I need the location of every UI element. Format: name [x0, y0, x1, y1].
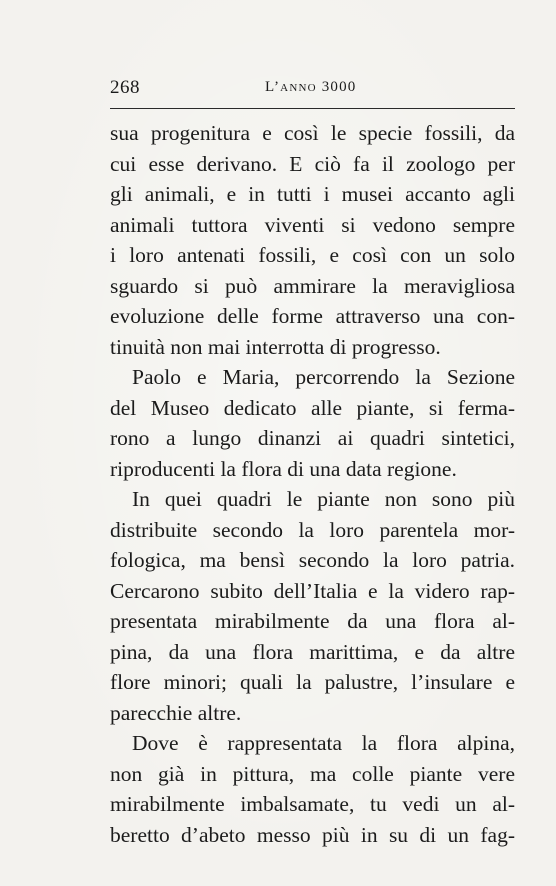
text-line: fologica, ma bensì secondo la loro patria. [110, 548, 515, 572]
text-line: animali tuttora viventi si vedono sempre [110, 212, 515, 237]
text-line: i loro antenati fossili, e così con un solo [110, 243, 515, 267]
text-line: sua progenitura e così le specie fossili, da [110, 121, 515, 145]
text-line: rono a lungo dinanzi ai quadri sintetici, [110, 426, 515, 450]
text-line: cui esse derivano. E ciò fa il zoologo per [110, 151, 515, 176]
page-header [110, 77, 515, 99]
text-line: del Museo dedicato alle piante, si ferma- [110, 395, 515, 420]
text-line: In quei quadri le piante non sono più [132, 487, 515, 511]
text-line: Paolo e Maria, percorrendo la Sezione [132, 365, 515, 389]
text-line: non già in pittura, ma colle piante vere [110, 761, 515, 786]
text-line: evoluzione delle forme attraverso una con- [110, 304, 515, 328]
text-line: tinuità non mai interrotta di progresso. [110, 334, 441, 359]
body-text [110, 118, 515, 850]
text-line: riproducenti la flora di una data regione. [110, 456, 457, 481]
text-line: distribuite secondo la loro parentela mor- [110, 517, 515, 542]
text-line: presentata mirabilmente da una flora al- [110, 609, 515, 633]
header-rule [110, 108, 515, 109]
text-line: flore minori; quali la palustre, l’insulare e [110, 670, 515, 694]
text-line: Dove è rappresentata la flora alpina, [132, 731, 515, 755]
text-line: pina, da una flora marittima, e da altre [110, 639, 515, 664]
running-title: L’anno 3000 [265, 79, 357, 95]
text-line: parecchie altre. [110, 700, 242, 725]
text-line: beretto d’abeto messo più in su di un fag- [110, 822, 515, 847]
page-number: 268 [110, 77, 140, 98]
text-line: Cercarono subito dell’Italia e la videro rap- [110, 578, 515, 603]
text-line: mirabilmente imbalsamate, tu vedi un al- [110, 792, 515, 816]
text-line: sguardo si può ammirare la meravigliosa [110, 273, 515, 298]
text-line: gli animali, e in tutti i musei accanto agli [110, 182, 515, 206]
